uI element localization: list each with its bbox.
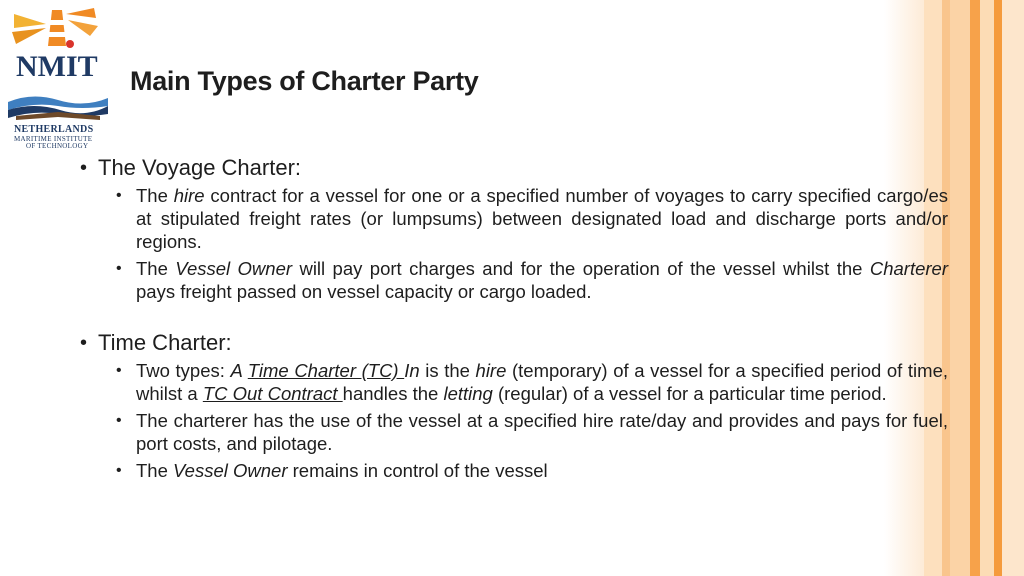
slide-title: Main Types of Charter Party	[130, 66, 479, 96]
text-run: pays freight passed on vessel capacity or cargo loaded.	[136, 281, 592, 302]
text-run: A	[230, 360, 248, 381]
text-run: The charterer has the use of the vessel at a specified hire rate/day and provides and pays for fuel, port costs, and pilotage.	[136, 410, 948, 454]
logo-subtitle-line2: OF TECHNOLOGY	[26, 142, 89, 150]
bullet-icon: •	[80, 157, 88, 179]
text-run: hire	[475, 360, 507, 381]
logo-abbreviation: NMIT	[16, 50, 98, 83]
text-run: letting	[443, 383, 493, 404]
slide-content	[80, 154, 948, 486]
text-run: will pay port charges and for the operation of the vessel whilst the	[292, 258, 870, 279]
text-run: Time Charter (TC)	[247, 360, 405, 381]
logo-name: NETHERLANDS	[14, 124, 94, 135]
list-item	[80, 409, 948, 455]
bullet-list	[80, 184, 948, 303]
list-item	[80, 359, 948, 405]
section-1	[80, 154, 948, 303]
text-run: (regular) of a vessel for a particular time period.	[492, 383, 887, 404]
section-heading	[80, 329, 948, 357]
list-item	[80, 184, 948, 253]
logo-subtitle-line1: MARITIME INSTITUTE	[14, 135, 93, 143]
text-run: contract for a vessel for one or a specified number of voyages to carry specified cargo/es at stipulated freight rates (or lumpsums) between designated load and discharge ports and/or regions.	[136, 185, 948, 252]
stripe	[970, 0, 980, 576]
bullet-icon: •	[116, 462, 122, 479]
bullet-icon: •	[116, 362, 122, 379]
list-item	[80, 459, 948, 482]
stripe	[950, 0, 970, 576]
text-run: In	[404, 360, 420, 381]
text-run: is the	[419, 360, 476, 381]
section-2	[80, 329, 948, 482]
bullet-icon: •	[116, 187, 122, 204]
bullet-icon: •	[80, 332, 88, 354]
list-item	[80, 257, 948, 303]
text-run: (temporary) of a vessel for a specified period of time, whilst a	[136, 360, 949, 404]
section-heading	[80, 154, 948, 182]
text-run: The	[136, 460, 174, 481]
bullet-icon: •	[116, 412, 122, 429]
bullet-icon: •	[116, 260, 122, 277]
text-run: Vessel Owner	[175, 258, 293, 279]
text-run: The	[136, 258, 176, 279]
text-run: hire	[173, 185, 205, 206]
bullet-list	[80, 359, 948, 482]
stripe	[980, 0, 994, 576]
stripe	[1002, 0, 1024, 576]
text-run: TC Out Contract	[202, 383, 343, 404]
section-heading-text: Time Charter:	[98, 330, 232, 355]
section-heading-text: The Voyage Charter:	[98, 155, 302, 180]
logo-subtitle	[14, 136, 112, 150]
nmit-logo	[6, 6, 110, 150]
text-run: The	[136, 185, 174, 206]
text-run: Charterer	[869, 258, 948, 279]
text-run: handles the	[342, 383, 444, 404]
text-run: Two types:	[136, 360, 231, 381]
stripe	[994, 0, 1002, 576]
text-run: Vessel Owner	[173, 460, 288, 481]
text-run: remains in control of the vessel	[287, 460, 548, 481]
